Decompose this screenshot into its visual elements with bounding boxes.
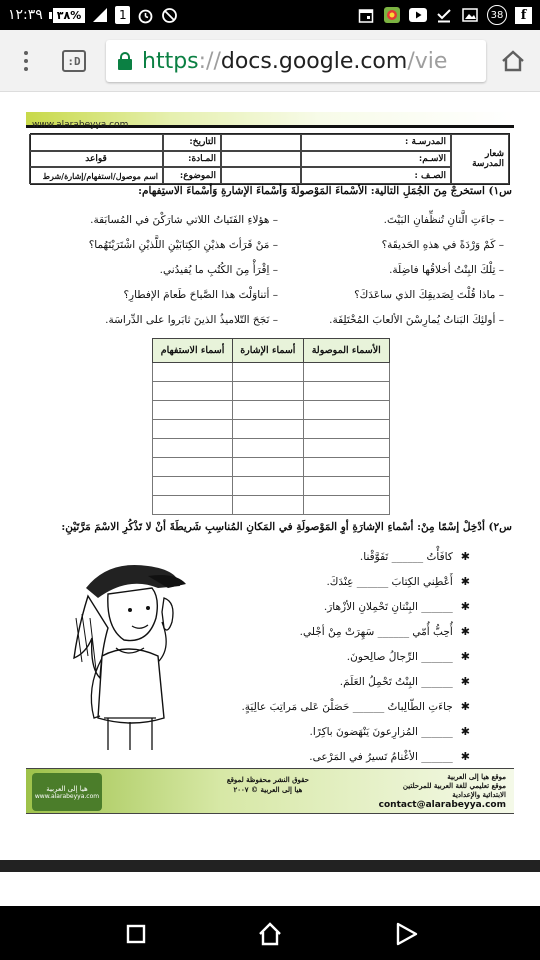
url-scheme: https [142, 48, 199, 74]
footer-logo [32, 773, 102, 811]
alarm-icon [136, 6, 154, 24]
overflow-menu-icon[interactable] [14, 48, 38, 74]
school-logo-label: شعار المدرسة [451, 134, 509, 184]
q2-item-text: ______ الأغْنامُ تَسيرُ في المَرْعى. [309, 750, 453, 763]
q2-item [340, 675, 470, 688]
star-bullet-icon: ✱ [460, 650, 470, 663]
facebook-icon: f [515, 7, 532, 24]
star-bullet-icon: ✱ [460, 625, 470, 638]
table-row [153, 439, 390, 458]
browser-toolbar [0, 30, 540, 92]
table-row [153, 477, 390, 496]
battery-level: ٣٨% [53, 8, 85, 23]
school-value [221, 134, 301, 151]
site-url: www.alarabeyya.com [32, 120, 129, 130]
q1-sentence: – جاءَتِ الَّتانِ تُنظِّفانِ البَيْتَ. [383, 214, 504, 226]
page-gap [0, 872, 540, 906]
table-row [153, 496, 390, 515]
notification-count-badge: 38 [487, 5, 507, 25]
table-row [153, 382, 390, 401]
tab-switcher-button[interactable]: :D [62, 50, 86, 72]
date-value [29, 134, 163, 151]
worksheet-header-table [30, 133, 510, 185]
class-label: الصـف : [301, 167, 451, 184]
q1-sentence: – كَمْ وَرْدَةً في هذهِ الحَديقَة؟ [381, 239, 504, 251]
q2-item-text: أُحِبُّ أُمّي ______ سَهِرَتْ مِنْ أجْلي. [299, 625, 453, 638]
q2-item [300, 625, 470, 638]
footer-site-info [403, 772, 506, 799]
q2-item-text: ______ المُزارِعونَ يَنْهَضونَ باكِرًا. [309, 725, 453, 738]
q1-sentence: – ماذا قُلْتَ لِصَديقِكَ الذي ساعَدَكَ؟ [354, 289, 504, 301]
topic-label: الموضوع: [163, 167, 221, 184]
q2-item [324, 600, 470, 613]
q1-sentence: – مَنْ قَرَأتَ هذيْنِ الكِتابَيْنِ اللَّذيْنِ اشْتَرَيْتَهُما؟ [88, 239, 278, 251]
recent-apps-button[interactable] [122, 920, 150, 948]
q2-item [309, 750, 470, 763]
q2-item-text: ______ البِنْتانِ تَحْمِلانِ الأزْهارَ. [323, 600, 453, 613]
q2-item-text: جاءَتِ الطّالِباتُ ______ حَصَلْنَ عَلى مَراتِبَ عالِيَةٍ. [241, 700, 453, 713]
question-2-title: س٢) أدْخِلْ إسْمًا مِنْ: أسْماءِ الإشارَةِ أوِ المَوْصولَةِ في المَكانِ المُناسِبِ شَريطَةَ أنْ لا تَذْكُرِ الاسْمَ مَرَّتَيْنِ: [61, 521, 512, 533]
question-1-title: س١) استخرجْ مِنَ الجُمَلِ التالية: الأسْماءَ المَوْصولَةَ وَأسْماءَ الإشارةِ وَأسْماءَ الاستِفهام: [138, 185, 512, 197]
battery-tip [49, 12, 52, 19]
battery-indicator [49, 8, 85, 23]
q1-sentence: – اِقْرَأْ مِنَ الكُتُبِ ما يُفيدُني. [159, 264, 278, 276]
status-time: ١٢:٣٩ [8, 7, 43, 23]
school-label: المدرسـة : [301, 134, 451, 151]
table-row [153, 458, 390, 477]
answer-table [152, 338, 390, 515]
footer-line: موقع هيا إلى العربية [447, 772, 506, 781]
status-right-group [357, 5, 532, 25]
status-left-group [8, 6, 178, 24]
name-value [221, 151, 301, 168]
url-path: /vie [407, 48, 448, 74]
footer-line: الابتدائية والإعدادية [452, 790, 506, 799]
calendar-icon [357, 6, 375, 24]
footer-contact-email: contact@alarabeyya.com [378, 800, 506, 810]
header-interrogatives: أسماء الاستفهام [153, 339, 233, 363]
footer-logo-text: هيا إلى العربية [46, 784, 88, 793]
footer-copyright-line: هيا إلى العربية © ٢٠٠٧ [233, 785, 303, 794]
worksheet-footer [26, 768, 514, 814]
url-text[interactable] [142, 49, 447, 74]
footer-logo-url: www.alarabeyya.com [34, 792, 100, 800]
subject-value: قواعد [29, 151, 163, 168]
star-bullet-icon: ✱ [460, 700, 470, 713]
q1-sentence: – أتناوَلْتَ هذا الصَّباحَ طَعامَ الإفطارِ؟ [123, 289, 278, 301]
home-nav-button[interactable] [256, 920, 284, 948]
app-icon [383, 6, 401, 24]
q2-item [360, 550, 470, 563]
star-bullet-icon: ✱ [460, 675, 470, 688]
q2-item [310, 725, 470, 738]
url-separator: :// [198, 48, 221, 74]
q2-item [326, 575, 470, 588]
girl-illustration [68, 558, 198, 753]
page-separator [0, 860, 540, 872]
secure-lock-icon[interactable] [118, 52, 132, 70]
download-done-icon [435, 6, 453, 24]
star-bullet-icon: ✱ [460, 750, 470, 763]
signal-icon [91, 6, 109, 24]
back-button[interactable] [392, 920, 420, 948]
gallery-icon [461, 6, 479, 24]
star-bullet-icon: ✱ [460, 725, 470, 738]
star-bullet-icon: ✱ [460, 575, 470, 588]
url-host: docs.google.com [220, 48, 408, 74]
q2-item-text: ______ الرِّجالُ صالِحونَ. [346, 650, 453, 663]
star-bullet-icon: ✱ [460, 550, 470, 563]
document-viewer[interactable] [0, 92, 540, 862]
youtube-icon [409, 6, 427, 24]
q1-sentence: – أولئِكَ البَناتُ يُمارِسْنَ الألعابَ المُخْتَلِفَة. [329, 314, 504, 326]
footer-copyright-line: حقوق النشر محفوظة لموقع [226, 775, 309, 784]
q2-item [241, 700, 470, 713]
q2-item-text: كافَأْتُ ______ تَفَوَّقْنا. [359, 550, 453, 563]
do-not-disturb-icon [160, 6, 178, 24]
name-label: الاسـم: [301, 151, 451, 168]
star-bullet-icon: ✱ [460, 600, 470, 613]
sim-icon: 1 [115, 6, 130, 24]
site-strip [26, 112, 514, 128]
status-bar [0, 0, 540, 30]
q1-sentence: – تِلْكَ البِنْتُ أخلاقُها فاضِلَة. [389, 264, 504, 276]
android-navigation-bar [0, 906, 540, 960]
q2-item [347, 650, 470, 663]
worksheet-page [26, 112, 514, 812]
header-demonstratives: أسماء الإشارة [233, 339, 303, 363]
header-relative-pronouns: الأسماء الموصولة [303, 339, 390, 363]
answer-table-header [153, 339, 390, 363]
table-row [153, 420, 390, 439]
table-row [153, 401, 390, 420]
q2-item-text: ______ البِنْتُ تَحْمِلُ العَلَمَ. [339, 675, 453, 688]
url-bar[interactable] [106, 40, 486, 82]
q1-sentence: – نَجَحَ التّلاميذُ الذينَ ثابَروا على الدِّراسَة. [105, 314, 278, 326]
home-icon[interactable] [500, 49, 526, 73]
footer-line: موقع تعليمي للغة العربية للمرحلتين [402, 781, 506, 790]
date-label: التاريخ: [163, 134, 221, 151]
q2-item-text: أَعْطِني الكِتابَ ______ عِنْدَكَ. [326, 575, 453, 588]
q1-sentence: – هؤلاءِ الفَتَياتُ اللاتي شارَكْنَ في المُسابَقة. [90, 214, 278, 226]
class-value [221, 167, 301, 184]
subject-label: المـادة: [163, 151, 221, 168]
topic-value: اسم موصول/استفهام/إشارة/شرط [29, 167, 163, 184]
table-row [153, 363, 390, 382]
footer-copyright [227, 775, 309, 795]
